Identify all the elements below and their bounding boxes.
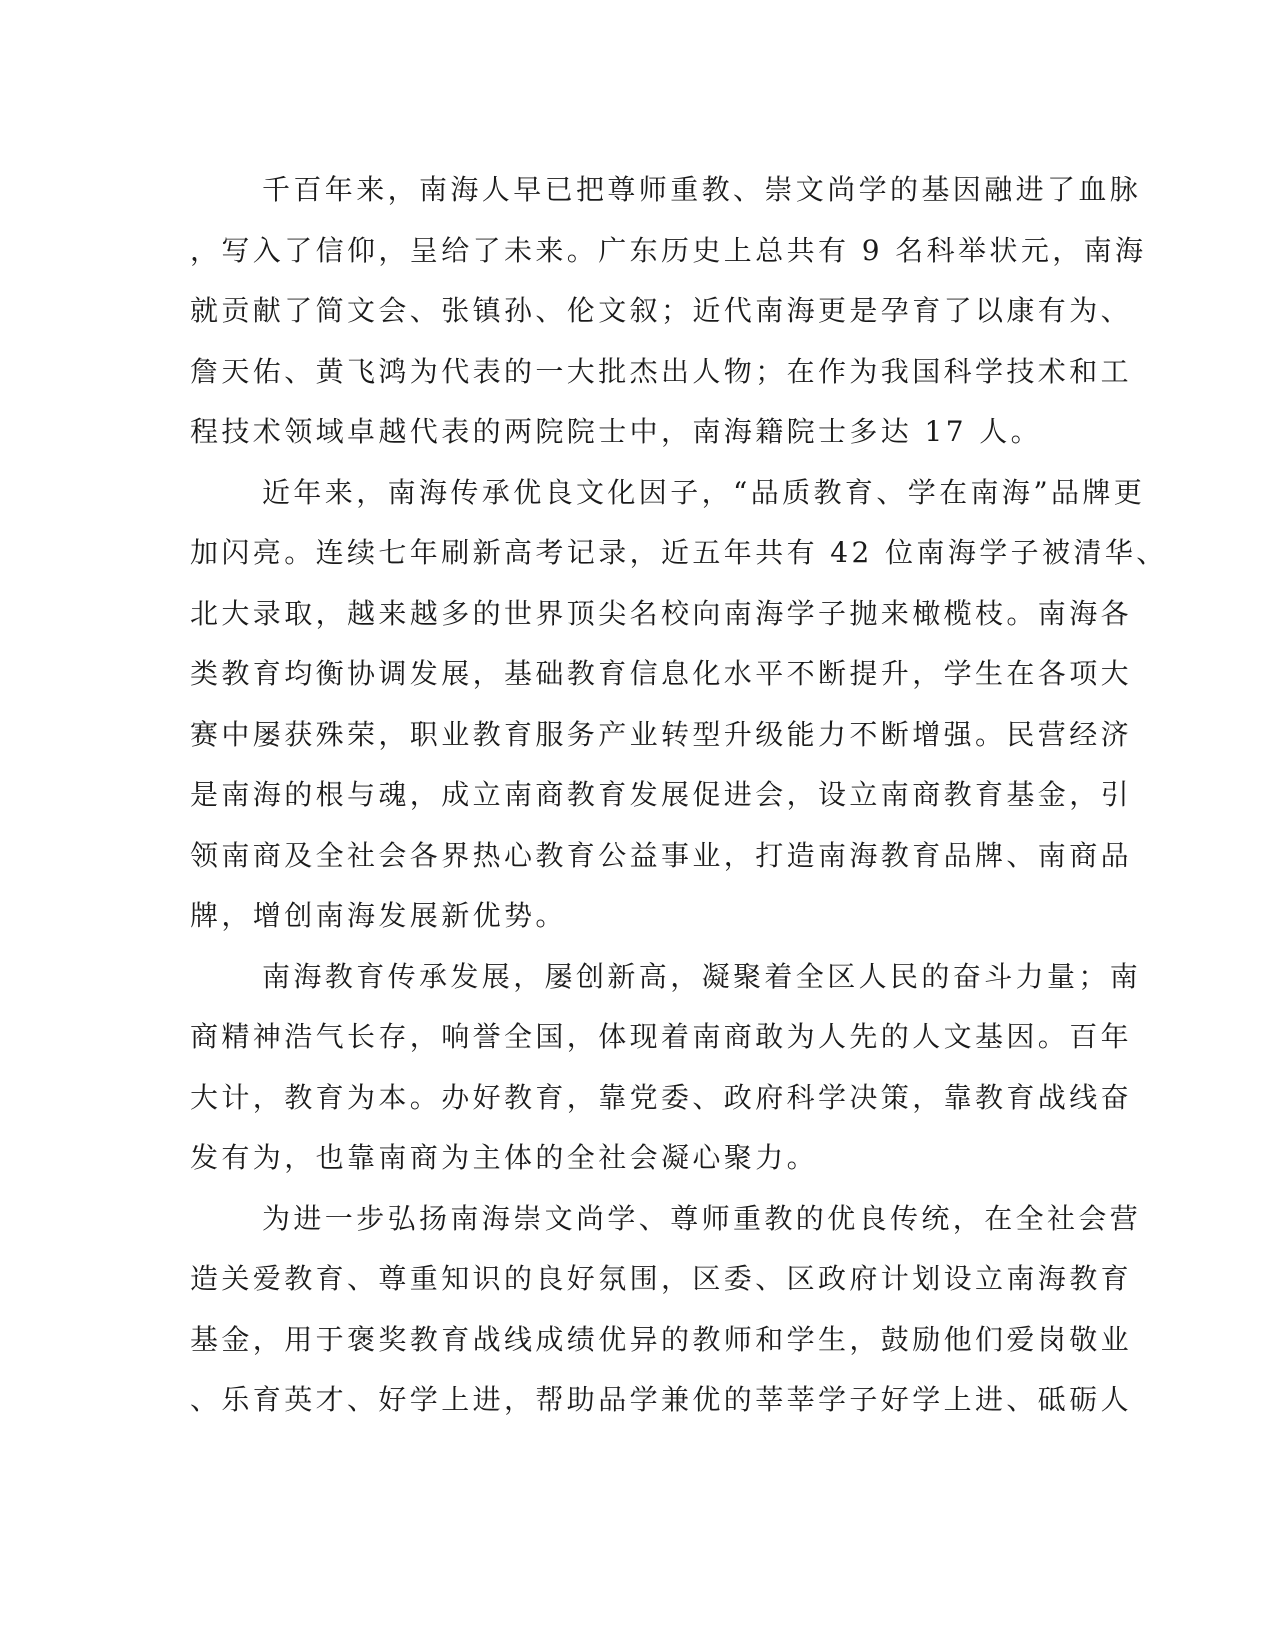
text-line: 商精神浩气长存，响誉全国，体现着南商敢为人先的人文基因。百年 — [190, 1020, 1133, 1053]
document-body — [190, 160, 1168, 1431]
text-line: 赛中屡获殊荣，职业教育服务产业转型升级能力不断增强。民营经济 — [190, 717, 1133, 751]
text-line: 为进一步弘扬南海崇文尚学、尊师重教的优良传统，在全社会营 — [262, 1201, 1142, 1235]
text-line: 千百年来，南海人早已把尊师重教、崇文尚学的基因融进了血脉 — [262, 173, 1142, 206]
text-line: 领南商及全社会各界热心教育公益事业，打造南海教育品牌、南商品 — [190, 838, 1133, 872]
text-line: 发有为，也靠南商为主体的全社会凝心聚力。 — [190, 1141, 819, 1174]
paragraph-3 — [190, 947, 1142, 1189]
text-line: 基金，用于褒奖教育战线成绩优异的教师和学生，鼓励他们爱岗敬业 — [190, 1322, 1133, 1356]
text-line: 程技术领域卓越代表的两院院士中，南海籍院士多达 17 人。 — [190, 415, 1043, 448]
text-line: 近年来，南海传承优良文化因子，“品质教育、学在南海”品牌更 — [262, 475, 1146, 509]
paragraph-4 — [190, 1189, 1142, 1431]
text-line: 、乐育英才、好学上进，帮助品学兼优的莘莘学子好学上进、砥砺人 — [190, 1383, 1133, 1416]
paragraph-2 — [190, 463, 1168, 947]
text-line: 大计，教育为本。办好教育，靠党委、政府科学决策，靠教育战线奋 — [190, 1080, 1133, 1114]
text-line: 詹天佑、黄飞鸿为代表的一大批杰出人物；在作为我国科学技术和工 — [190, 354, 1133, 388]
text-line: 南海教育传承发展，屡创新高，凝聚着全区人民的奋斗力量；南 — [262, 959, 1142, 993]
text-line: 是南海的根与魂，成立南商教育发展促进会，设立南商教育基金，引 — [190, 778, 1133, 811]
text-line: 北大录取，越来越多的世界顶尖名校向南海学子抛来橄榄枝。南海各 — [190, 596, 1133, 630]
text-line: 牌，增创南海发展新优势。 — [190, 899, 567, 932]
text-line: 加闪亮。连续七年刷新高考记录，近五年共有 42 位南海学子被清华、 — [190, 536, 1168, 569]
paragraph-1 — [190, 160, 1147, 463]
text-line: 造关爱教育、尊重知识的良好氛围，区委、区政府计划设立南海教育 — [190, 1262, 1133, 1295]
text-line: 就贡献了简文会、张镇孙、伦文叙；近代南海更是孕育了以康有为、 — [190, 294, 1133, 327]
text-line: 类教育均衡协调发展，基础教育信息化水平不断提升，学生在各项大 — [190, 657, 1133, 690]
text-line: ，写入了信仰，呈给了未来。广东历史上总共有 9 名科举状元，南海 — [190, 233, 1147, 267]
